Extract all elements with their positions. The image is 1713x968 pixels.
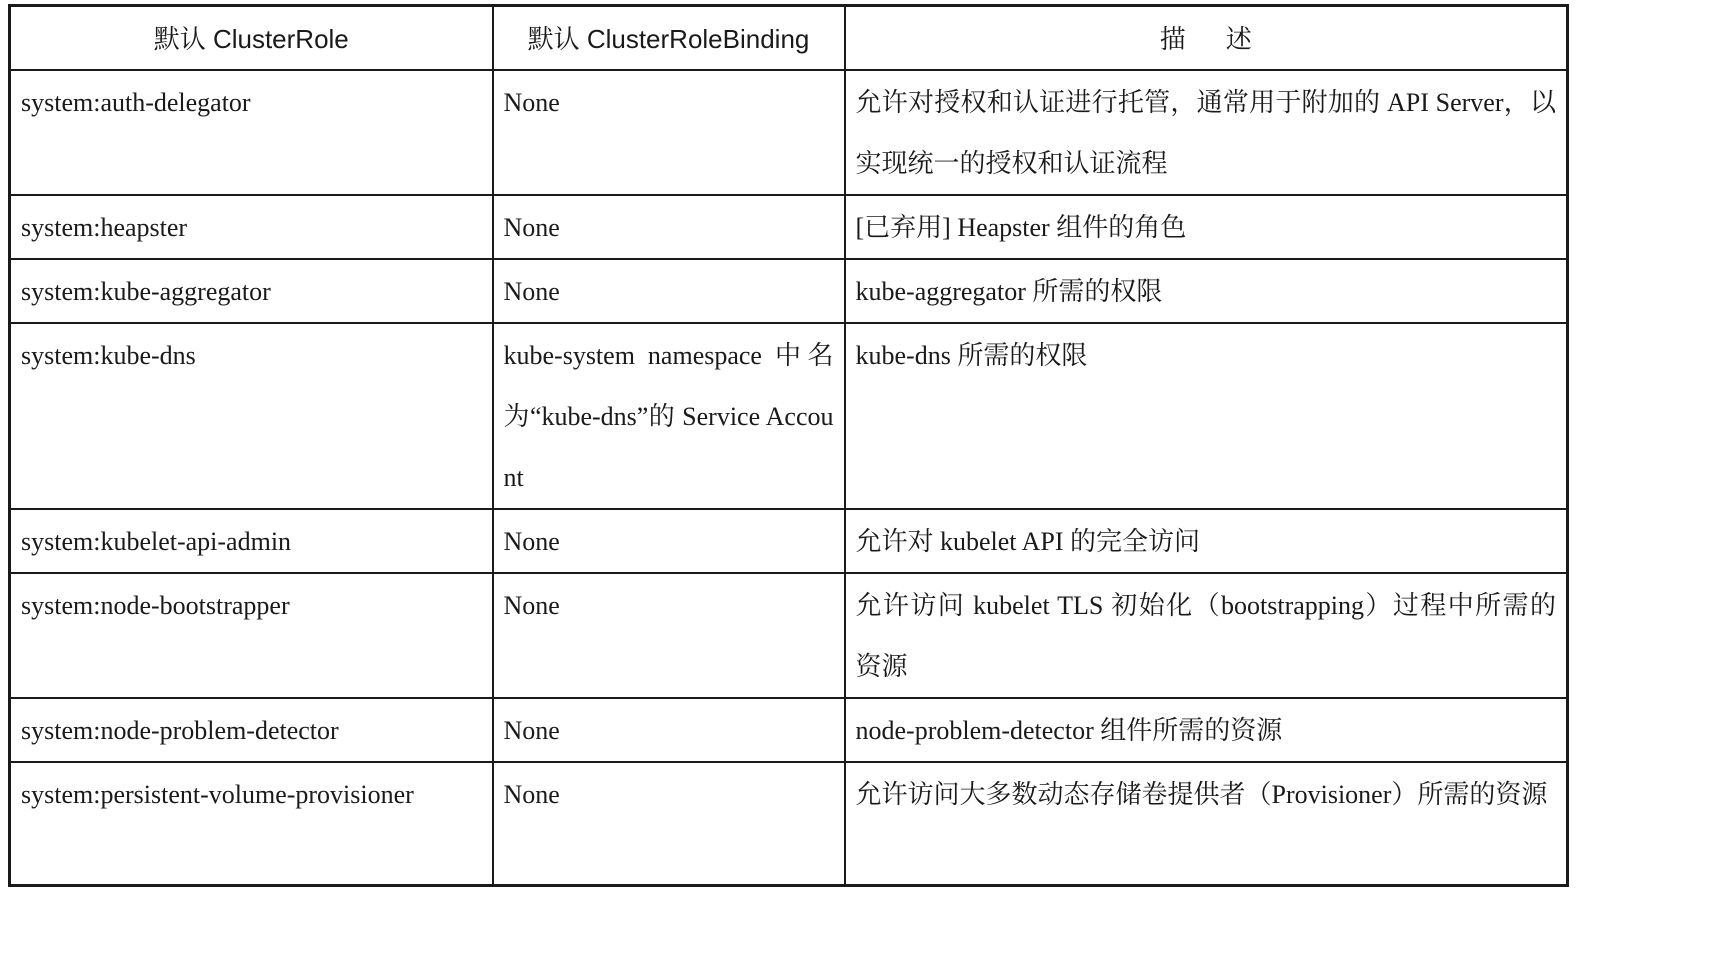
binding-cell: None bbox=[493, 259, 845, 323]
description-cell: 允许对授权和认证进行托管，通常用于附加的 API Server，以实现统一的授权和认证流程 bbox=[845, 70, 1568, 195]
table-row bbox=[10, 195, 1568, 259]
table-row bbox=[10, 573, 1568, 698]
role-cell: system:kube-dns bbox=[10, 323, 493, 509]
description-cell: 允许对 kubelet API 的完全访问 bbox=[845, 509, 1568, 573]
binding-cell: kube-system namespace 中名为“kube-dns”的 Service Account bbox=[493, 323, 845, 509]
description-cell: node-problem-detector 组件所需的资源 bbox=[845, 698, 1568, 762]
clusterrole-table bbox=[8, 4, 1569, 887]
role-cell: system:kube-aggregator bbox=[10, 259, 493, 323]
description-cell: kube-dns 所需的权限 bbox=[845, 323, 1568, 509]
description-cell: [已弃用] Heapster 组件的角色 bbox=[845, 195, 1568, 259]
role-cell: system:auth-delegator bbox=[10, 70, 493, 195]
role-cell: system:node-bootstrapper bbox=[10, 573, 493, 698]
binding-cell: None bbox=[493, 509, 845, 573]
header-default-clusterrole: 默认 ClusterRole bbox=[10, 6, 493, 70]
table-row bbox=[10, 509, 1568, 573]
binding-cell: None bbox=[493, 762, 845, 886]
role-cell: system:persistent-volume-provisioner bbox=[10, 762, 493, 886]
table-row bbox=[10, 762, 1568, 886]
description-cell: 允许访问大多数动态存储卷提供者（Provisioner）所需的资源 bbox=[845, 762, 1568, 886]
binding-cell: None bbox=[493, 195, 845, 259]
role-cell: system:node-problem-detector bbox=[10, 698, 493, 762]
description-cell: kube-aggregator 所需的权限 bbox=[845, 259, 1568, 323]
table-row bbox=[10, 70, 1568, 195]
role-cell: system:kubelet-api-admin bbox=[10, 509, 493, 573]
role-cell: system:heapster bbox=[10, 195, 493, 259]
binding-cell: None bbox=[493, 573, 845, 698]
header-description bbox=[845, 6, 1568, 70]
table-row bbox=[10, 259, 1568, 323]
binding-cell: None bbox=[493, 698, 845, 762]
header-description-label: 描述 bbox=[1159, 24, 1292, 55]
binding-cell: None bbox=[493, 70, 845, 195]
table-header-row bbox=[10, 6, 1568, 70]
header-default-clusterrolebinding: 默认 ClusterRoleBinding bbox=[493, 6, 845, 70]
table-row bbox=[10, 698, 1568, 762]
description-cell: 允许访问 kubelet TLS 初始化（bootstrapping）过程中所需的资源 bbox=[845, 573, 1568, 698]
table-row bbox=[10, 323, 1568, 509]
